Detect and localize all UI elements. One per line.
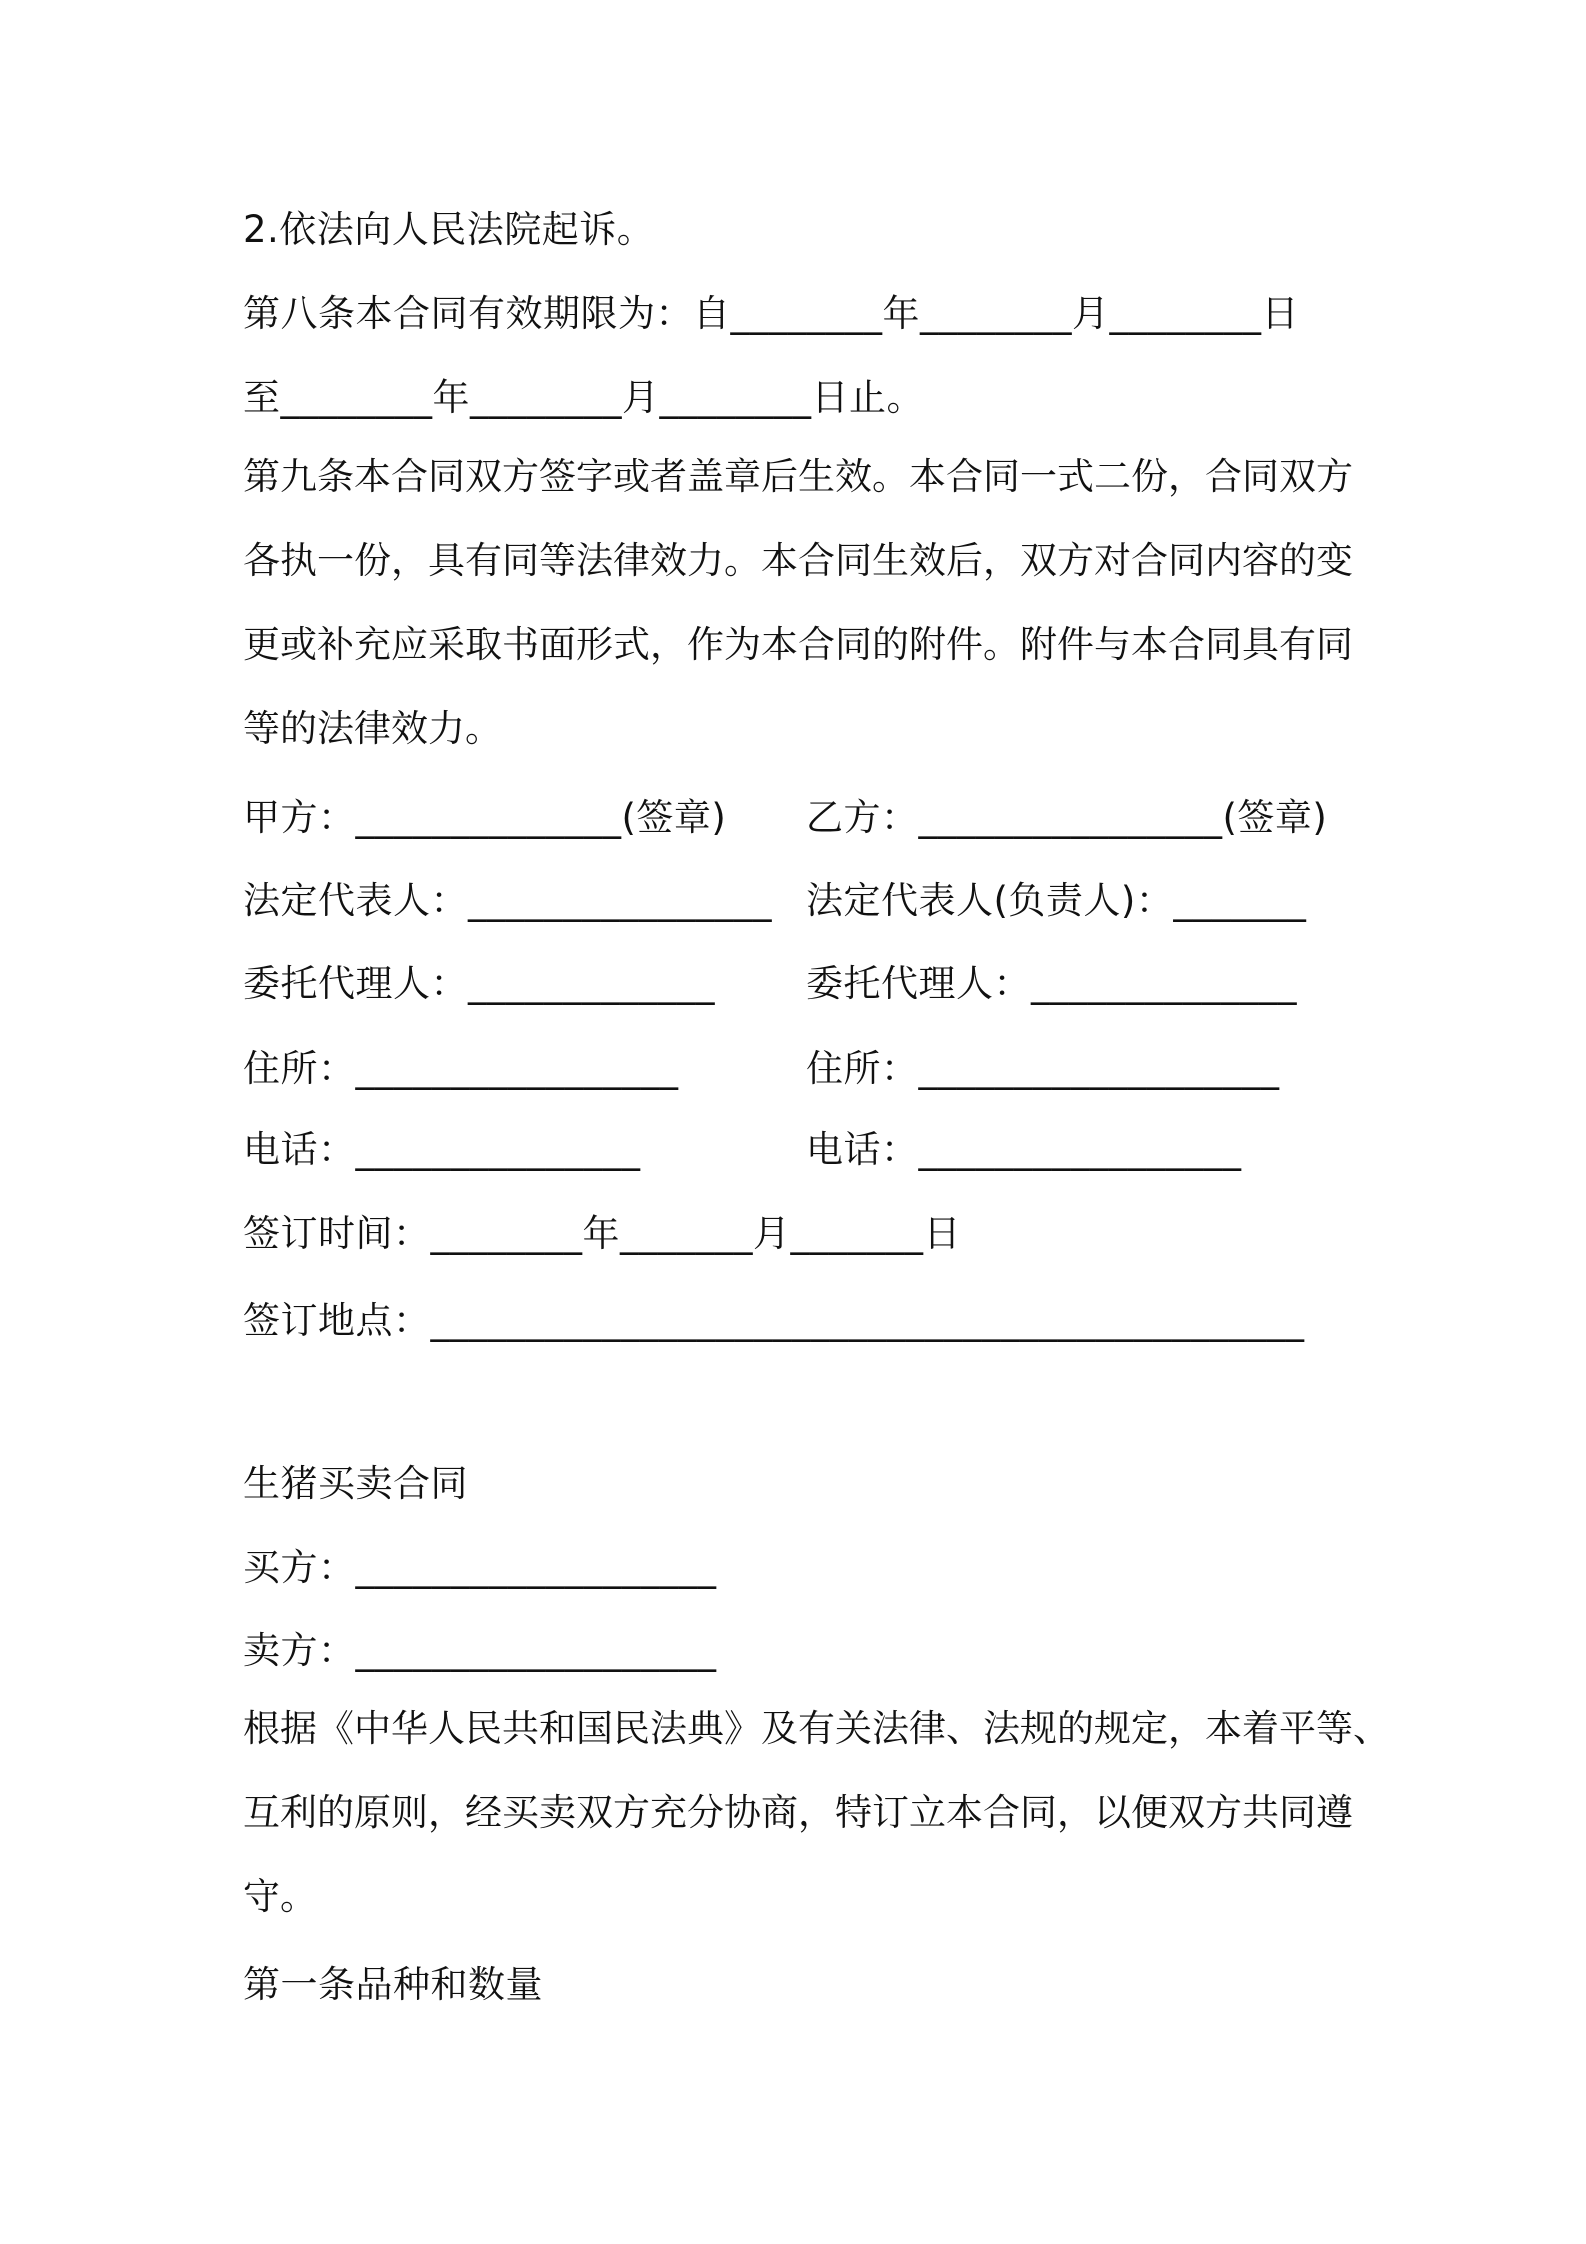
sign-place-line: 签订地点：______________________________________________ bbox=[243, 1299, 1305, 1342]
intro-paragraph bbox=[243, 1687, 1390, 1939]
sign-time-line: 签订时间：________年_______月_______日 bbox=[243, 1212, 961, 1255]
text-line: 根据《中华人民共和国民法典》及有关法律、法规的规定，本着平等、 bbox=[243, 1707, 1390, 1750]
agent-a-line: 委托代理人：_____________ bbox=[243, 962, 715, 1005]
address-a-line: 住所：_________________ bbox=[243, 1047, 679, 1090]
legal-rep-b-line: 法定代表人(负责人)：_______ bbox=[806, 879, 1307, 922]
text-line: 互利的原则，经买卖双方充分协商，特订立本合同，以便双方共同遵 bbox=[243, 1791, 1353, 1834]
article9-paragraph bbox=[243, 435, 1363, 771]
party-a-line: 甲方：______________(签章) bbox=[243, 796, 727, 839]
buyer-line: 买方：___________________ bbox=[243, 1546, 717, 1589]
legal-rep-a-line: 法定代表人：________________ bbox=[243, 879, 772, 922]
contract-title: 生猪买卖合同 bbox=[243, 1462, 468, 1505]
text-line: 守。 bbox=[243, 1875, 317, 1918]
text-line: 各执一份，具有同等法律效力。本合同生效后，双方对合同内容的变 bbox=[243, 539, 1353, 582]
text-line: 2.依法向人民法院起诉。 bbox=[243, 208, 655, 251]
text-line: 第九条本合同双方签字或者盖章后生效。本合同一式二份，合同双方 bbox=[243, 455, 1353, 498]
party-b-line: 乙方：________________(签章) bbox=[806, 796, 1328, 839]
validity-period-line: 第八条本合同有效期限为：自________年________月________日 bbox=[243, 292, 1299, 335]
phone-b-line: 电话：_________________ bbox=[806, 1128, 1242, 1171]
agent-b-line: 委托代理人：______________ bbox=[806, 962, 1297, 1005]
validity-end-line: 至________年________月________日止。 bbox=[243, 376, 924, 419]
address-b-line: 住所：___________________ bbox=[806, 1047, 1280, 1090]
seller-line: 卖方：___________________ bbox=[243, 1629, 717, 1672]
text-line: 等的法律效力。 bbox=[243, 707, 502, 750]
article1-heading: 第一条品种和数量 bbox=[243, 1963, 543, 2006]
phone-a-line: 电话：_______________ bbox=[243, 1128, 641, 1171]
text-line: 更或补充应采取书面形式，作为本合同的附件。附件与本合同具有同 bbox=[243, 623, 1353, 666]
